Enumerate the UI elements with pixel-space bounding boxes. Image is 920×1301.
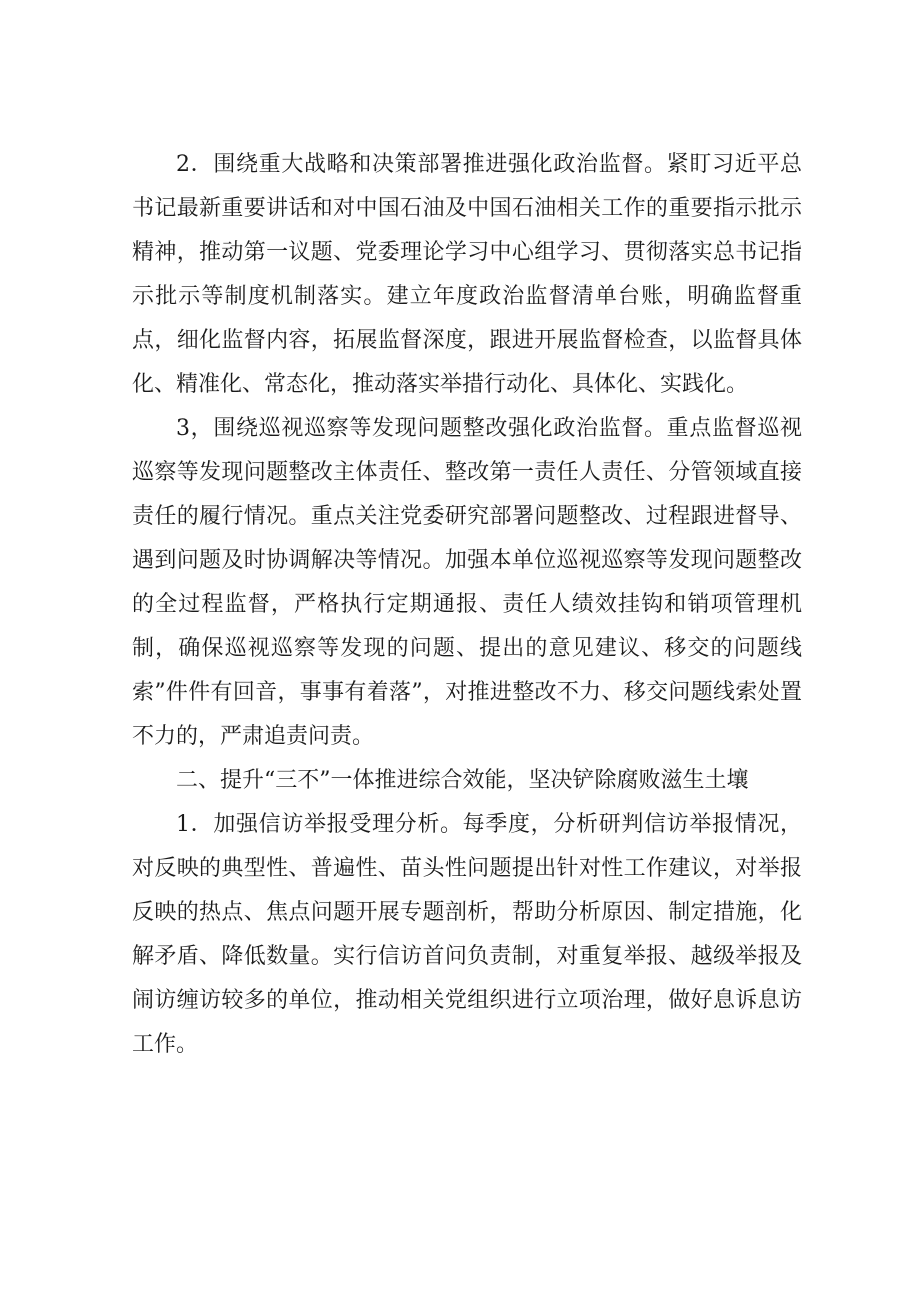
document-body bbox=[132, 143, 802, 1067]
paragraph-inspection-rectification: 3，围绕巡视巡察等发现问题整改强化政治监督。重点监督巡视巡察等发现问题整改主体责任、整改第一责任人责任、分管领域直接责任的履行情况。重点关注党委研究部署问题整改、过程跟进督导、遇到问题及时协调解决等情况。加强本单位巡视巡察等发现问题整改的全过程监督，严格执行定期通报、责任人绩效挂钩和销项管理机制，确保巡视巡察等发现的问题、提出的意见建议、移交的问题线索”件件有回音，事事有着落”，对推进整改不力、移交问题线索处置不力的，严肃追责问责。 bbox=[132, 416, 802, 749]
paragraph-petition-analysis: 1．加强信访举报受理分析。每季度，分析研判信访举报情况，对反映的典型性、普遍性、苗头性问题提出针对性工作建议，对举报反映的热点、焦点问题开展专题剖析，帮助分析原因、制定措施，化解矛盾、降低数量。实行信访首问负责制，对重复举报、越级举报及闹访缠访较多的单位，推动相关党组织进行立项治理，做好息诉息访工作。 bbox=[132, 812, 802, 1057]
paragraph-political-supervision-strategy: 2．围绕重大战略和决策部署推进强化政治监督。紧盯习近平总书记最新重要讲话和对中国石油及中国石油相关工作的重要指示批示精神，推动第一议题、党委理论学习中心组学习、贯彻落实总书记指示批示等制度机制落实。建立年度政治监督清单台账，明确监督重点，细化监督内容，拓展监督深度，跟进开展监督检查，以监督具体化、精准化、常态化，推动落实举措行动化、具体化、实践化。 bbox=[132, 152, 802, 397]
section-heading-two: 二、提升“三不”一体推进综合效能，坚决铲除腐败滋生土壤 bbox=[176, 768, 749, 793]
